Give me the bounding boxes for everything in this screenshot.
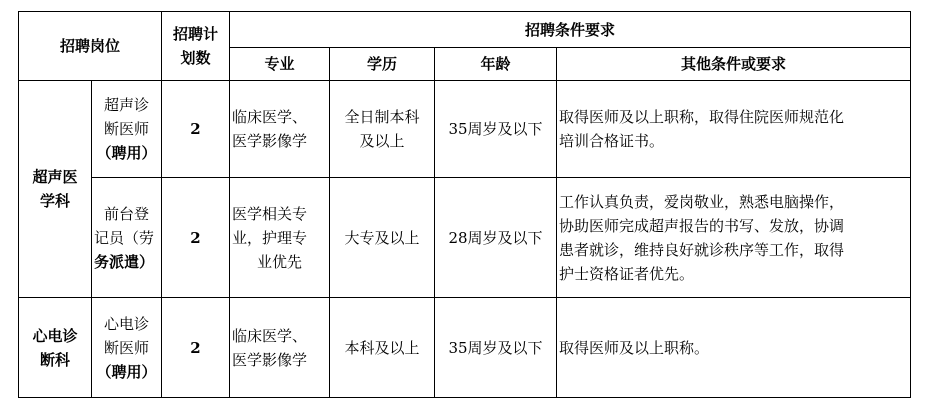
cell-text-line: 临床医学、 — [232, 326, 308, 345]
post-cell — [92, 178, 162, 298]
cell-text-line: 断医师 — [103, 120, 149, 138]
education-cell — [330, 178, 435, 298]
cell-text-line: 记员（劳 — [94, 228, 155, 247]
cell-text-line: 本科及以上 — [344, 338, 420, 357]
header-education: 学历 — [330, 48, 435, 81]
header-age: 年龄 — [435, 48, 557, 81]
education-cell — [330, 81, 435, 178]
recruitment-table — [18, 11, 911, 398]
cell-text-line: 业，护理专 — [232, 228, 308, 247]
cell-text-line: （聘用） — [96, 362, 157, 381]
header-major: 专业 — [230, 48, 330, 81]
cell-text-line: 划数 — [180, 49, 211, 67]
header-position: 招聘岗位 — [19, 12, 162, 81]
cell-text-line: 取得医师及以上职称，取得住院医师规范化 — [559, 108, 845, 126]
header-conditions: 招聘条件要求 — [230, 12, 911, 48]
cell-text-line: 大专及以上 — [344, 228, 420, 247]
cell-text-line: 培训合格证书。 — [559, 132, 665, 150]
table-row — [19, 298, 911, 398]
cell-text-line: 招聘计 — [172, 25, 218, 43]
header-other: 其他条件或要求 — [557, 48, 911, 81]
cell-text-line: 务派遣） — [94, 252, 155, 271]
cell-text-line: （聘用） — [96, 144, 157, 162]
cell-text-line: 护士资格证者优先。 — [559, 264, 695, 283]
cell-text-line: 及以上 — [359, 132, 405, 150]
header-plan-count — [162, 12, 230, 81]
table-row — [19, 81, 911, 178]
other-cell — [557, 298, 911, 398]
cell-text-line: 学科 — [39, 192, 70, 210]
cell-text-line: 前台登 — [103, 204, 149, 223]
cell-text-line: 全日制本科 — [344, 108, 420, 126]
cell-text-line: 协助医师完成超声报告的书写、发放，协调 — [559, 216, 845, 235]
department-cell — [19, 298, 92, 398]
count-cell: 2 — [162, 298, 230, 398]
age-cell: 35周岁及以下 — [435, 81, 557, 178]
cell-text-line: 心电诊 — [103, 314, 149, 333]
cell-text-line: 断科 — [39, 350, 70, 369]
cell-text-line: 业优先 — [256, 252, 302, 271]
major-cell — [230, 178, 330, 298]
other-cell — [557, 178, 911, 298]
department-cell — [19, 81, 92, 298]
cell-text-line: 医学相关专 — [232, 204, 308, 223]
cell-text-line: 断医师 — [103, 338, 149, 357]
age-cell: 35周岁及以下 — [435, 298, 557, 398]
table-row — [19, 178, 911, 298]
cell-text-line: 心电诊 — [32, 326, 78, 345]
cell-text-line: 医学影像学 — [232, 132, 308, 150]
cell-text-line: 超声诊 — [103, 96, 149, 114]
count-cell: 2 — [162, 178, 230, 298]
cell-text-line: 患者就诊，维持良好就诊秩序等工作，取得 — [559, 240, 845, 259]
cell-text-line: 取得医师及以上职称。 — [559, 338, 710, 357]
cell-text-line: 临床医学、 — [232, 108, 308, 126]
count-cell: 2 — [162, 81, 230, 178]
cell-text-line: 医学影像学 — [232, 350, 308, 369]
post-cell — [92, 298, 162, 398]
major-cell — [230, 298, 330, 398]
major-cell — [230, 81, 330, 178]
other-cell — [557, 81, 911, 178]
cell-text-line: 超声医 — [32, 168, 78, 186]
cell-text-line: 工作认真负责，爱岗敬业，熟悉电脑操作， — [559, 192, 845, 211]
age-cell: 28周岁及以下 — [435, 178, 557, 298]
post-cell — [92, 81, 162, 178]
education-cell — [330, 298, 435, 398]
